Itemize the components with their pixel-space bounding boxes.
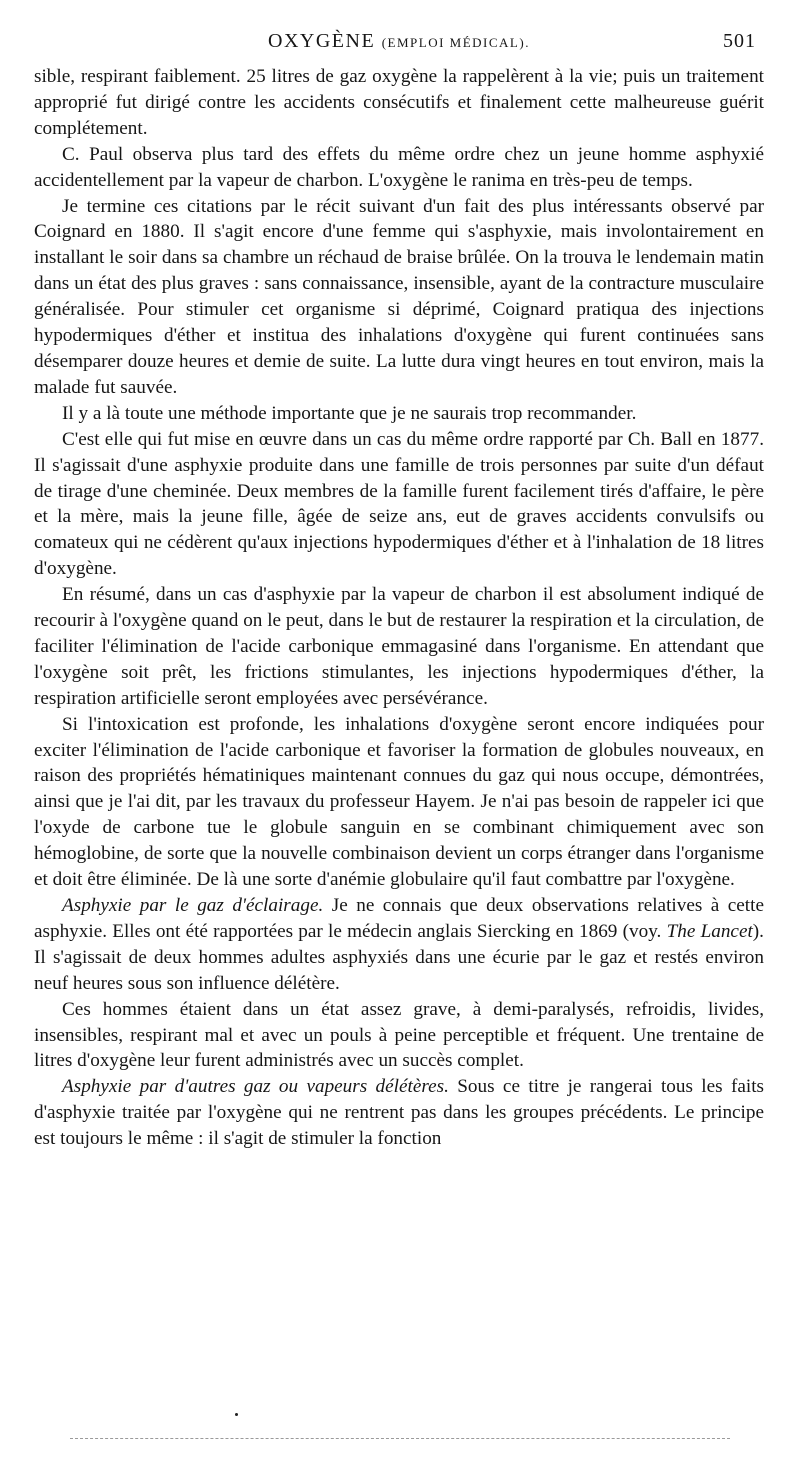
paragraph-3: Je termine ces citations par le récit suivant d'un fait des plus intéressants observé par Coignard en 1880. Il s'agit encore d'une femme qui s'asphyxie, mais involontairement en installant le soir dans sa chambre un réchaud de braise brûlée. On la trouva le lendemain matin dans un état des plus graves : sans connaissance, insensible, ayant de la contracture musculaire généralisée. Pour stimuler cet organisme si déprimé, Coignard pratiqua des injections hypodermiques d'éther et institua des inhalations d'oxygène qui furent continuées sans désemparer douze heures et demie de suite. La lutte dura vingt heures en tout environ, mais la malade fut sauvée. bbox=[34, 195, 764, 398]
page-number: 501 bbox=[723, 30, 756, 52]
paragraph-1: sible, respirant faiblement. 25 litres de gaz oxygène la rappelèrent à la vie; puis un traitement approprié fut dirigé contre les accidents consécutifs et finalement cette malheureuse guérit complétement. bbox=[34, 66, 764, 139]
bottom-scan-rule bbox=[70, 1438, 730, 1439]
paragraph-8 bbox=[34, 893, 764, 997]
running-subtitle: (EMPLOI MÉDICAL). bbox=[381, 35, 530, 50]
paragraph-6: En résumé, dans un cas d'asphyxie par la vapeur de charbon il est absolument indiqué de recourir à l'oxygène quand on le peut, dans le but de restaurer la respiration et la circulation, de faciliter l'élimination de l'acide carbonique emmagasiné dans l'organisme. En attendant que l'oxygène soit prêt, les frictions stimulantes, les injections hypodermiques d'éther, la respiration artificielle seront employées avec persévérance. bbox=[34, 584, 764, 709]
section-heading-gaz-eclairage: Asphyxie par le gaz d'éclairage. bbox=[62, 895, 324, 916]
section-heading-autres-gaz: Asphyxie par d'autres gaz ou vapeurs délétères. bbox=[62, 1076, 449, 1098]
scan-speck bbox=[235, 1413, 238, 1416]
citation-the-lancet: The Lancet bbox=[666, 920, 753, 942]
paragraph-4: Il y a là toute une méthode importante que je ne saurais trop recommander. bbox=[62, 402, 637, 424]
paragraph-10-text: Sous ce titre je rangerai tous les faits d'asphyxie traitée par l'oxygène qui ne rentrent pas dans les groupes précédents. Le principe est toujours le même : il s'agit de stimuler la fonction bbox=[34, 1076, 764, 1150]
paragraph-8-text: Je ne connais que deux observations relatives à cette asphyxie. Elles ont été rapportées par le médecin anglais Siercking en 1869 (voy. bbox=[34, 895, 764, 942]
body-text bbox=[34, 64, 764, 1152]
paragraph-10 bbox=[34, 1074, 764, 1152]
page-header bbox=[34, 30, 764, 64]
paragraph-5: C'est elle qui fut mise en œuvre dans un cas du même ordre rapporté par Ch. Ball en 1877. Il s'agissait d'une asphyxie produite dans une famille de trois personnes par suite d'un défaut de tirage d'une cheminée. Deux membres de la famille furent facilement tirés d'affaire, le père et la mère, mais la jeune fille, âgée de seize ans, eut de graves accidents convulsifs ou comateux qui ne cédèrent qu'aux injections hypodermiques d'éther et à l'inhalation de 18 litres d'oxygène. bbox=[34, 428, 764, 580]
running-head bbox=[34, 30, 764, 53]
paragraph-9: Ces hommes étaient dans un état assez grave, à demi-paralysés, refroidis, livides, insensibles, respirant mal et avec un pouls à peine perceptible et fréquent. Une trentaine de litres d'oxygène leur furent administrés avec un succès complet. bbox=[34, 998, 764, 1072]
page bbox=[34, 30, 764, 1152]
running-title: OXYGÈNE bbox=[268, 30, 376, 52]
paragraph-8-text-after: ). Il s'agissait de deux hommes adultes asphyxiés dans une écurie par le gaz et restés environ neuf heures sous son influence délétère. bbox=[34, 920, 764, 994]
paragraph-7: Si l'intoxication est profonde, les inhalations d'oxygène seront encore indiquées pour exciter l'élimination de l'acide carbonique et favoriser la formation de globules nouveaux, en raison des propriétés hématiniques maintenant connues du gaz qui nous occupe, démontrées, ainsi que je l'ai dit, par les travaux du professeur Hayem. Je n'ai pas besoin de rappeler ici que l'oxyde de carbone tue le globule sanguin en se combinant chimiquement avec son hémoglobine, de sorte que la nouvelle combinaison devient un corps étranger dans l'organisme et doit être éliminée. De là une sorte d'anémie globulaire qu'il faut combattre par l'oxygène. bbox=[34, 713, 764, 891]
paragraph-2: C. Paul observa plus tard des effets du même ordre chez un jeune homme asphyxié accidentellement par la vapeur de charbon. L'oxygène le ranima en très-peu de temps. bbox=[34, 143, 764, 191]
